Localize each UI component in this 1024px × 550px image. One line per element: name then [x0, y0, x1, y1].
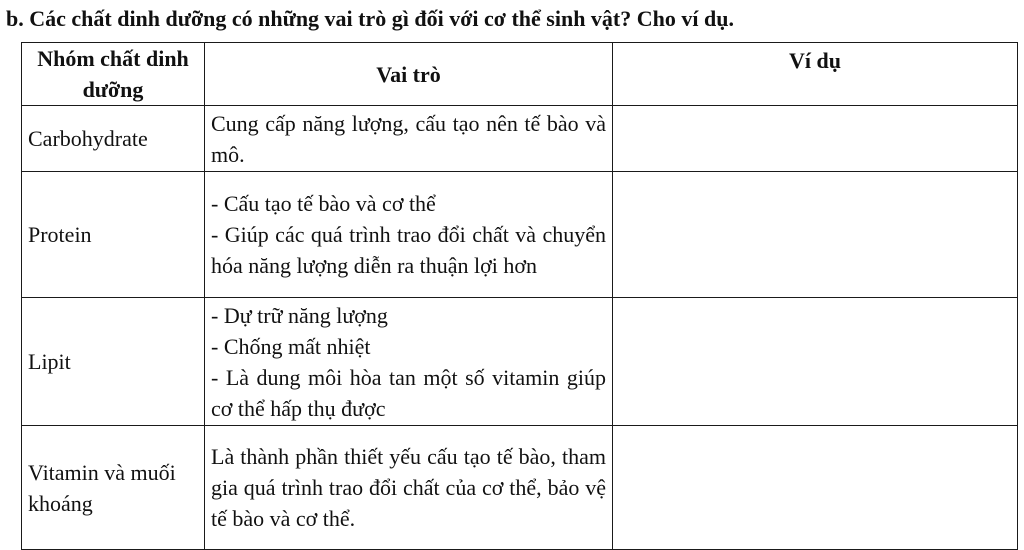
header-example: Ví dụ	[613, 43, 1018, 106]
role-line: - Là dung môi hòa tan một số vitamin giúp cơ thể hấp thụ được	[211, 364, 606, 421]
role-line: - Giúp các quá trình trao đổi chất và chuyển hóa năng lượng diễn ra thuận lợi hơn	[211, 222, 606, 278]
table-header-row	[22, 43, 1018, 106]
role-cell	[205, 426, 613, 550]
nutrient-group-cell: Vitamin và muối khoáng	[22, 426, 205, 550]
header-nutrient-group: Nhóm chất dinh dưỡng	[22, 43, 205, 106]
role-cell	[205, 172, 613, 298]
role-cell	[205, 298, 613, 426]
table-row-vitamin-mineral	[22, 426, 1018, 550]
role-line: - Cấu tạo tế bào và cơ thể	[211, 191, 436, 216]
table-row-lipit	[22, 298, 1018, 426]
example-cell[interactable]	[613, 426, 1018, 550]
nutrient-group-cell: Lipit	[22, 298, 205, 426]
role-line: Là thành phần thiết yếu cấu tạo tế bào, tham gia quá trình trao đổi chất của cơ thể, bảo vệ tế bào và cơ thể.	[211, 444, 606, 531]
header-role: Vai trò	[205, 43, 613, 106]
question-heading: b. Các chất dinh dưỡng có những vai trò gì đối với cơ thể sinh vật? Cho ví dụ.	[6, 6, 734, 31]
table-row-carbohydrate	[22, 106, 1018, 172]
nutrient-group-cell: Protein	[22, 172, 205, 298]
nutrient-group-cell: Carbohydrate	[22, 106, 205, 172]
example-cell[interactable]	[613, 298, 1018, 426]
example-cell[interactable]	[613, 172, 1018, 298]
role-line: - Dự trữ năng lượng	[211, 302, 388, 328]
role-cell	[205, 106, 613, 172]
nutrients-table	[21, 42, 1018, 550]
example-cell[interactable]	[613, 106, 1018, 172]
table-row-protein	[22, 172, 1018, 298]
role-line: - Chống mất nhiệt	[211, 333, 371, 359]
role-line: Cung cấp năng lượng, cấu tạo nên tế bào và mô.	[211, 110, 606, 167]
